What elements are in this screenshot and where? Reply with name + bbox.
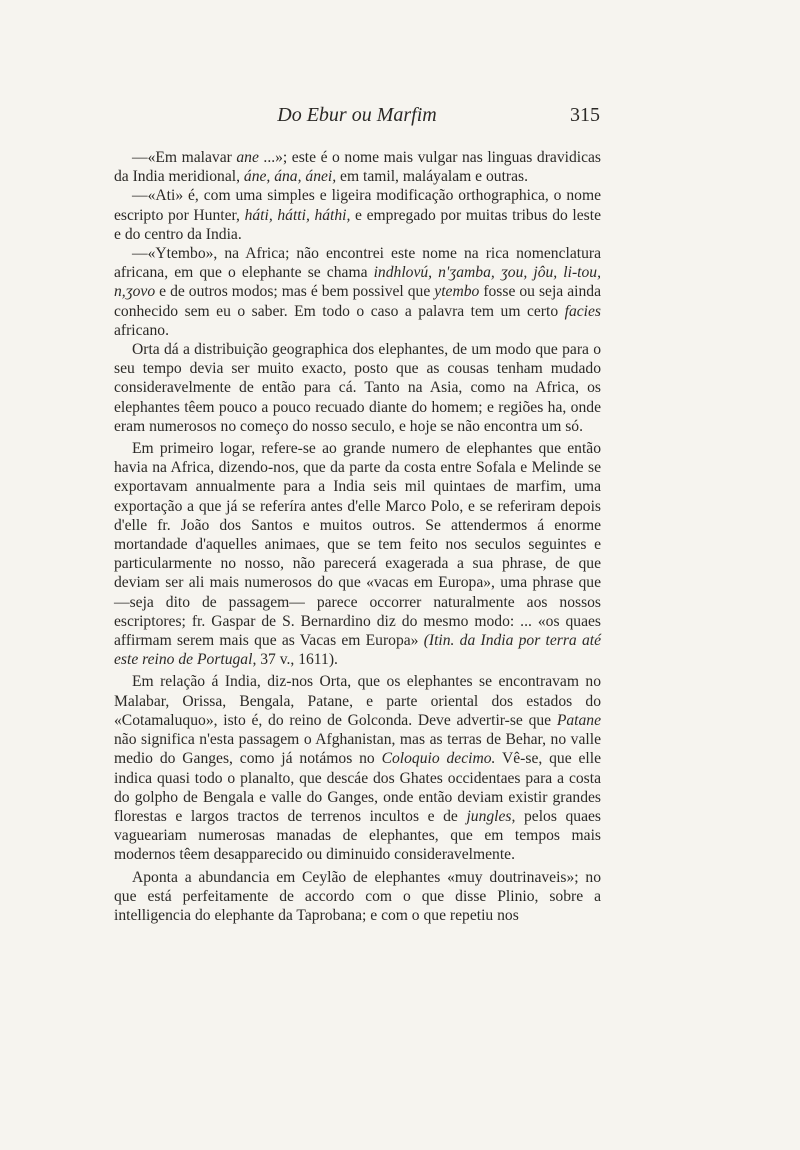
paragraph-6: Em relação á India, diz-nos Orta, que os elephantes se encontravam no Malabar, Orissa, Bengala, Patane, e parte oriental dos estados do «Cotamaluquo», isto é, do reino de Golconda. Deve advertir-se que Patane não significa n'esta passagem o Afghanistan, mas as terras de Behar, no valle medio do Ganges, como já notámos no Coloquio decimo. Vê-se, que elle indica quasi todo o planalto, que descáe dos Ghates occidentaes para a costa do golpho de Bengala e valle do Ganges, onde então deviam existir grandes florestas e largos tractos de terrenos incultos e de jungles, pelos quaes vagueariam numerosas manadas de elephantes, que em tempos mais modernos têem desapparecido ou diminuido consideravelmente. <box>114 673 601 864</box>
paragraph-4: Orta dá a distribuição geographica dos elephantes, de um modo que para o seu tempo devia ser muito exacto, posto que as cousas tenham mudado consideravelmente de então para cá. Tanto na Asia, como na Africa, os elephantes têem pouco a pouco recuado diante do homem; e regiões ha, onde eram numerosos no começo do nosso seculo, e hoje se não encontra um só. <box>114 341 601 435</box>
paragraph-3: —«Ytembo», na Africa; não encontrei este nome na rica nomenclatura africana, em que o elephante se chama indhlovú, n'ʒamba, ʒou, jôu, li-tou, n,ʒovo e de outros modos; mas é bem possivel que ytembo fosse ou seja ainda conhecido sem eu o saber. Em todo o caso a palavra tem um certo facies africano. <box>114 245 601 339</box>
paragraph-2: —«Ati» é, com uma simples e ligeira modificação orthographica, o nome escripto por Hunter, háti, hátti, háthi, e empregado por muitas tribus do leste e do centro da India. <box>114 187 601 243</box>
page-header <box>114 102 600 132</box>
paragraph-5: Em primeiro logar, refere-se ao grande numero de elephantes que então havia na Africa, dizendo-nos, que da parte da costa entre Sofala e Melinde se exportavam annualmente para a India seis mil quintaes de marfim, uma exportação a que já se referíra antes d'elle Marco Polo, e se referiram depois d'elle fr. João dos Santos e muitos outros. Se attendermos á enorme mortandade d'aquelles animaes, que se tem feito nos seculos seguintes e particularmente no nosso, não parecerá exagerada a sua phrase, de que deviam ser ali mais numerosos do que «vacas em Europa», uma phrase que —seja dito de passagem— parece occorrer naturalmente aos nossos escriptores; fr. Gaspar de S. Bernardino diz do mesmo modo: ... «os quaes affirmam serem mais que as Vacas em Europa» (Itin. da India por terra até este reino de Portugal, 37 v., 1611). <box>114 440 601 669</box>
paragraph-1: —«Em malavar ane ...»; este é o nome mais vulgar nas linguas dravidicas da India meridional, áne, ána, ánei, em tamil, maláyalam e outras. <box>114 149 601 186</box>
running-title: Do Ebur ou Marfim <box>277 104 437 126</box>
paragraph-7: Aponta a abundancia em Ceylão de elephantes «muy doutrinaveis»; no que está perfeitamente de accordo com o que disse Plinio, sobre a intelligencia do elephante da Taprobana; e com o que repetiu nos <box>114 868 601 924</box>
page-number: 315 <box>570 104 600 126</box>
body-text <box>114 148 601 925</box>
